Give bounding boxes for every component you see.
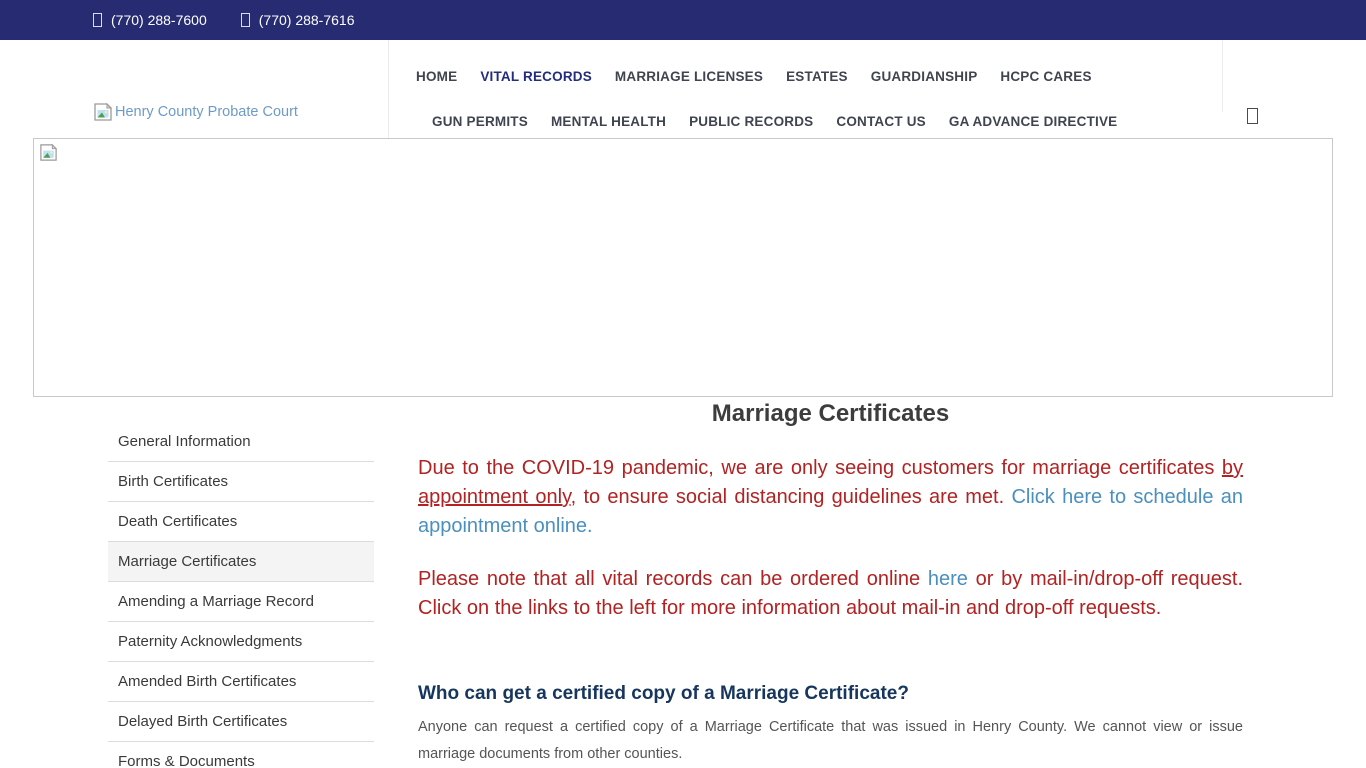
- nav-item-contact-us[interactable]: CONTACT US: [836, 113, 926, 129]
- sidebar-item-marriage-certificates[interactable]: Marriage Certificates: [108, 542, 374, 582]
- vital-records-paragraph: [418, 565, 1243, 623]
- page-title: Marriage Certificates: [711, 400, 950, 427]
- sidebar-item-birth-certificates[interactable]: Birth Certificates: [108, 462, 374, 502]
- sidebar-item-general-information[interactable]: General Information: [108, 422, 374, 462]
- section-body: Anyone can request a certified copy of a Marriage Certificate that was issued in Henry County. We cannot view or issue marriage documents from other counties.: [418, 719, 1243, 762]
- nav-item-gun-permits[interactable]: GUN PERMITS: [432, 113, 528, 129]
- main-content: [418, 397, 1243, 768]
- nav-row-1: [416, 40, 1216, 112]
- sidebar-item-paternity-acknowledgments[interactable]: Paternity Acknowledgments: [108, 622, 374, 662]
- sidebar-item-forms-documents[interactable]: Forms & Documents: [108, 742, 374, 768]
- broken-image-icon: [93, 102, 113, 122]
- site-logo-link[interactable]: [93, 102, 298, 122]
- phone-number: (770) 288-7616: [258, 12, 355, 28]
- main-nav: [416, 40, 1216, 134]
- broken-image-icon: [39, 143, 58, 162]
- phone-icon: [93, 13, 102, 27]
- phone-number: (770) 288-7600: [111, 12, 207, 28]
- nav-item-marriage-licenses[interactable]: MARRIAGE LICENSES: [614, 68, 764, 84]
- nav-item-public-records[interactable]: PUBLIC RECORDS: [689, 113, 814, 129]
- covid-notice-paragraph: [418, 454, 1243, 541]
- vital-text-1: Please note that all vital records can be ordered online: [418, 568, 928, 590]
- search-icon: [1247, 108, 1258, 124]
- order-online-here-link[interactable]: here: [927, 568, 968, 590]
- section-heading: Who can get a certified copy of a Marriage Certificate?: [418, 683, 909, 704]
- site-logo-text: Henry County Probate Court: [115, 104, 298, 120]
- sidebar-item-amending-a-marriage-record[interactable]: Amending a Marriage Record: [108, 582, 374, 622]
- nav-item-mental-health[interactable]: MENTAL HEALTH: [550, 113, 667, 129]
- topbar: [0, 0, 1366, 40]
- nav-item-guardianship[interactable]: GUARDIANSHIP: [870, 68, 978, 84]
- nav-item-vital-records[interactable]: VITAL RECORDS: [480, 68, 592, 84]
- covid-text-1: Due to the COVID-19 pandemic, we are only seeing customers for marriage certificates: [418, 457, 1222, 479]
- sidebar-item-amended-birth-certificates[interactable]: Amended Birth Certificates: [108, 662, 374, 702]
- header-divider-left: [388, 40, 389, 138]
- banner-broken-image: [33, 138, 1333, 397]
- header-divider-right: [1222, 40, 1223, 112]
- nav-row-2: [432, 108, 1216, 134]
- nav-item-home[interactable]: HOME: [416, 68, 458, 84]
- content-area: [33, 397, 1333, 768]
- nav-item-hcpc-cares[interactable]: HCPC CARES: [1000, 68, 1092, 84]
- sidebar-item-delayed-birth-certificates[interactable]: Delayed Birth Certificates: [108, 702, 374, 742]
- nav-item-ga-advance-directive[interactable]: GA ADVANCE DIRECTIVE: [948, 113, 1118, 129]
- site-header: [0, 40, 1366, 138]
- phone-icon: [241, 13, 250, 27]
- sidebar-menu: [108, 422, 374, 768]
- topbar-phone-phone-2[interactable]: [241, 12, 355, 28]
- covid-text-2: , to ensure social distancing guidelines are met.: [570, 486, 1012, 508]
- search-button[interactable]: [1247, 108, 1258, 129]
- topbar-phone-phone-1[interactable]: [93, 12, 207, 28]
- vital-text-2: or by mail-in/drop-off request. Click on the links to the left for more information about mail-in and drop-off requests.: [418, 568, 1243, 619]
- schedule-appointment-link[interactable]: Click here to schedule an appointment online.: [418, 486, 1243, 537]
- covid-text-underlined: by appointment only: [418, 457, 1243, 508]
- nav-item-estates[interactable]: ESTATES: [786, 68, 848, 84]
- sidebar-item-death-certificates[interactable]: Death Certificates: [108, 502, 374, 542]
